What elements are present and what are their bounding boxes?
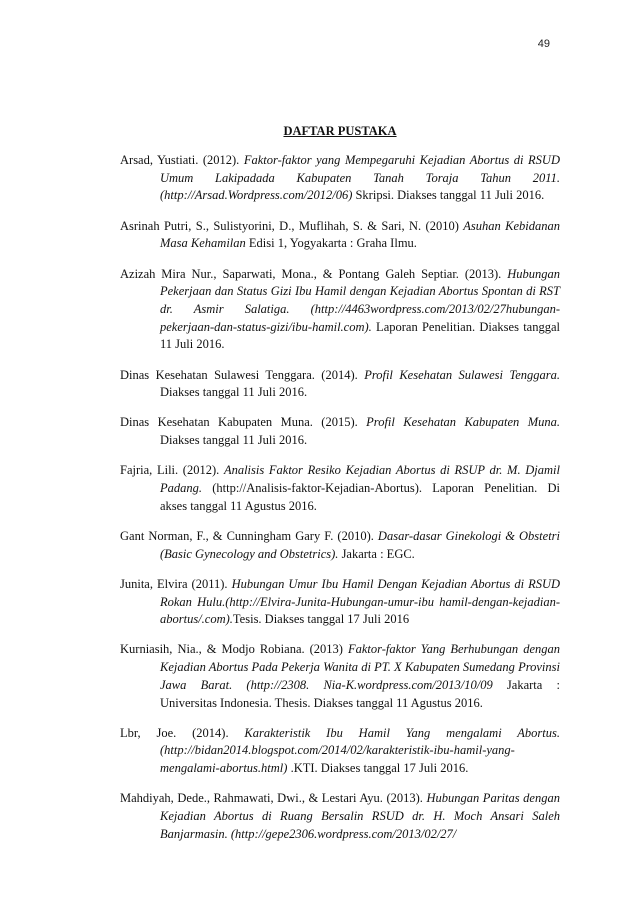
reference-list: [120, 152, 560, 856]
reference-entry: Mahdiyah, Dede., Rahmawati, Dwi., & Lestari Ayu. (2013). Hubungan Paritas dengan Kejadian Abortus di Ruang Bersalin RSUD dr. H. Moch Ansari Saleh Banjarmasin. (http://gepe2306.wordpress.com/2013/02/27/: [120, 791, 560, 841]
page-title: DAFTAR PUSTAKA: [283, 124, 397, 138]
reference-entry: Azizah Mira Nur., Saparwati, Mona., & Pontang Galeh Septiar. (2013). Hubungan Pekerjaan dan Status Gizi Ibu Hamil dengan Kejadian Abortus Spontan di RST dr. Asmir Salatiga. (http://4463wordpress.com/2013/02/27hubungan-pekerjaan-dan-status-gizi/ibu-hamil.com). Laporan Penelitian. Diakses tanggal 11 Juli 2016.: [120, 266, 560, 352]
reference-entry: Lbr, Joe. (2014). Karakteristik Ibu Hamil Yang mengalami Abortus. (http://bidan2014.blogspot.com/2014/02/karakteristik-ibu-hamil-yang-mengalami-abortus.html) .KTI. Diakses tanggal 17 Juli 2016.: [120, 725, 560, 776]
reference-entry: Fajria, Lili. (2012). Analisis Faktor Resiko Kejadian Abortus di RSUP dr. M. Djamil Padang. (http://Analisis-faktor-Kejadian-Abortus). Laporan Penelitian. Di akses tanggal 11 Agustus 2016.: [120, 463, 560, 513]
page-number: 49: [537, 38, 550, 50]
reference-entry: Junita, Elvira (2011). Hubungan Umur Ibu Hamil Dengan Kejadian Abortus di RSUD Rokan Hulu.(http://Elvira-Junita-Hubungan-umur-ibu hamil-dengan-kejadian-abortus/.com).Tesis. Diakses tanggal 17 Juli 2016: [120, 576, 561, 627]
reference-entry: Dinas Kesehatan Kabupaten Muna. (2015). Profil Kesehatan Kabupaten Muna. Diakses tanggal 11 Juli 2016.: [120, 415, 561, 448]
reference-entry: Kurniasih, Nia., & Modjo Robiana. (2013) Faktor-faktor Yang Berhubungan dengan Kejadian Abortus Pada Pekerja Wanita di PT. X Kabupaten Sumedang Provinsi Jawa Barat. (http://2308. Nia-K.wordpress.com/2013/10/09 Jakarta : Universitas Indonesia. Thesis. Diakses tanggal 11 Agustus 2016.: [120, 642, 561, 710]
reference-entry: Asrinah Putri, S., Sulistyorini, D., Muflihah, S. & Sari, N. (2010) Asuhan Kebidanan Masa Kehamilan Edisi 1, Yogyakarta : Graha Ilmu.: [120, 218, 560, 251]
reference-entry: Dinas Kesehatan Sulawesi Tenggara. (2014). Profil Kesehatan Sulawesi Tenggara. Diakses tanggal 11 Juli 2016.: [120, 367, 560, 400]
reference-entry: Arsad, Yustiati. (2012). Faktor-faktor yang Mempegaruhi Kejadian Abortus di RSUD Umum Lakipadada Kabupaten Tanah Toraja Tahun 2011. (http://Arsad.Wordpress.com/2012/06) Skripsi. Diakses tanggal 11 Juli 2016.: [120, 153, 560, 203]
reference-entry: Gant Norman, F., & Cunningham Gary F. (2010). Dasar-dasar Ginekologi & Obstetri (Basic Gynecology and Obstetrics). Jakarta : EGC.: [120, 528, 560, 561]
